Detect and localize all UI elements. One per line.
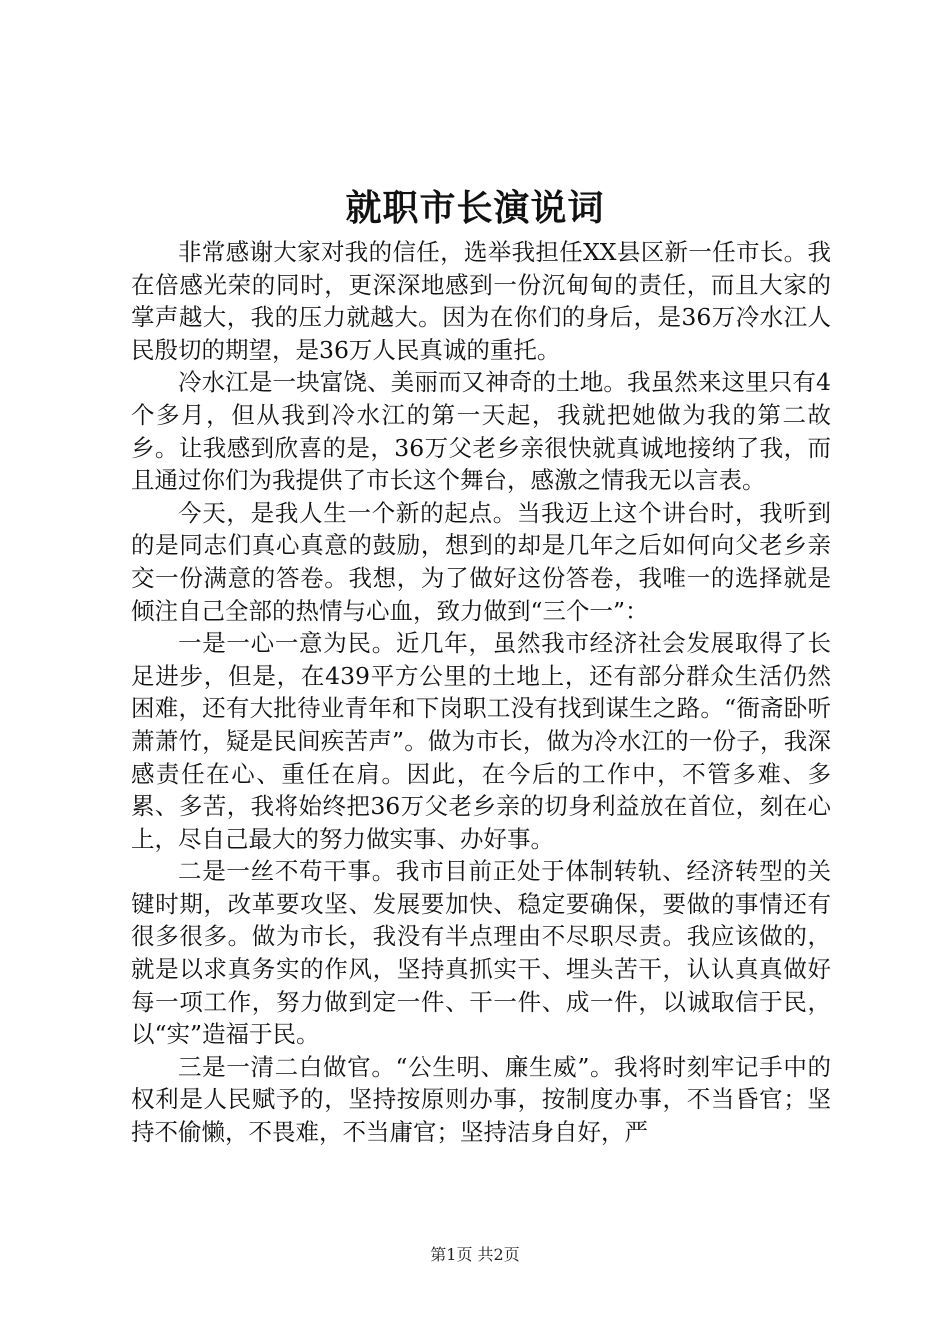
document-title: 就职市长演说词 <box>345 187 605 229</box>
page-footer <box>0 1244 950 1266</box>
page-indicator: 第1页 共2页 <box>430 1245 520 1264</box>
paragraph: 冷水江是一块富饶、美丽而又神奇的土地。我虽然来这里只有4个多月，但从我到冷水江的第一天起，我就把她做为我的第二故乡。让我感到欣喜的是，36万父老乡亲很快就真诚地接纳了我，而且通过你们为我提供了市长这个舞台，感激之情我无以言表。 <box>131 368 831 495</box>
paragraph: 三是一清二白做官。“公生明、廉生威”。我将时刻牢记手中的权利是人民赋予的，坚持按原则办事，按制度办事，不当昏官；坚持不偷懒，不畏难，不当庸官；坚持洁身自好，严 <box>131 1052 831 1147</box>
paragraph: 非常感谢大家对我的信任，选举我担任XX县区新一任市长。我在倍感光荣的同时，更深深地感到一份沉甸甸的责任，而且大家的掌声越大，我的压力就越大。因为在你们的身后，是36万冷水江人民殷切的期望，是36万人民真诚的重托。 <box>131 238 831 364</box>
document-body <box>131 236 831 1149</box>
paragraph: 一是一心一意为民。近几年，虽然我市经济社会发展取得了长足进步，但是，在439平方公里的土地上，还有部分群众生活仍然困难，还有大批待业青年和下岗职工没有找到谋生之路。“衙斋卧听萧萧竹，疑是民间疾苦声”。做为市长，做为冷水江的一份子，我深感责任在心、重任在肩。因此，在今后的工作中，不管多难、多累、多苦，我将始终把36万父老乡亲的切身利益放在首位，刻在心上，尽自己最大的努力做实事、办好事。 <box>131 629 831 853</box>
paragraph: 二是一丝不苟干事。我市目前正处于体制转轨、经济转型的关键时期，改革要攻坚、发展要加快、稳定要确保，要做的事情还有很多很多。做为市长，我没有半点理由不尽职尽责。我应该做的，就是以求真务实的作风，坚持真抓实干、埋头苦干，认认真真做好每一项工作，努力做到定一件、干一件、成一件，以诚取信于民，以“实”造福于民。 <box>131 857 831 1049</box>
paragraph: 今天，是我人生一个新的起点。当我迈上这个讲台时，我听到的是同志们真心真意的鼓励，想到的却是几年之后如何向父老乡亲交一份满意的答卷。我想，为了做好这份答卷，我唯一的选择就是倾注自己全部的热情与心血，致力做到“三个一”： <box>131 498 831 625</box>
